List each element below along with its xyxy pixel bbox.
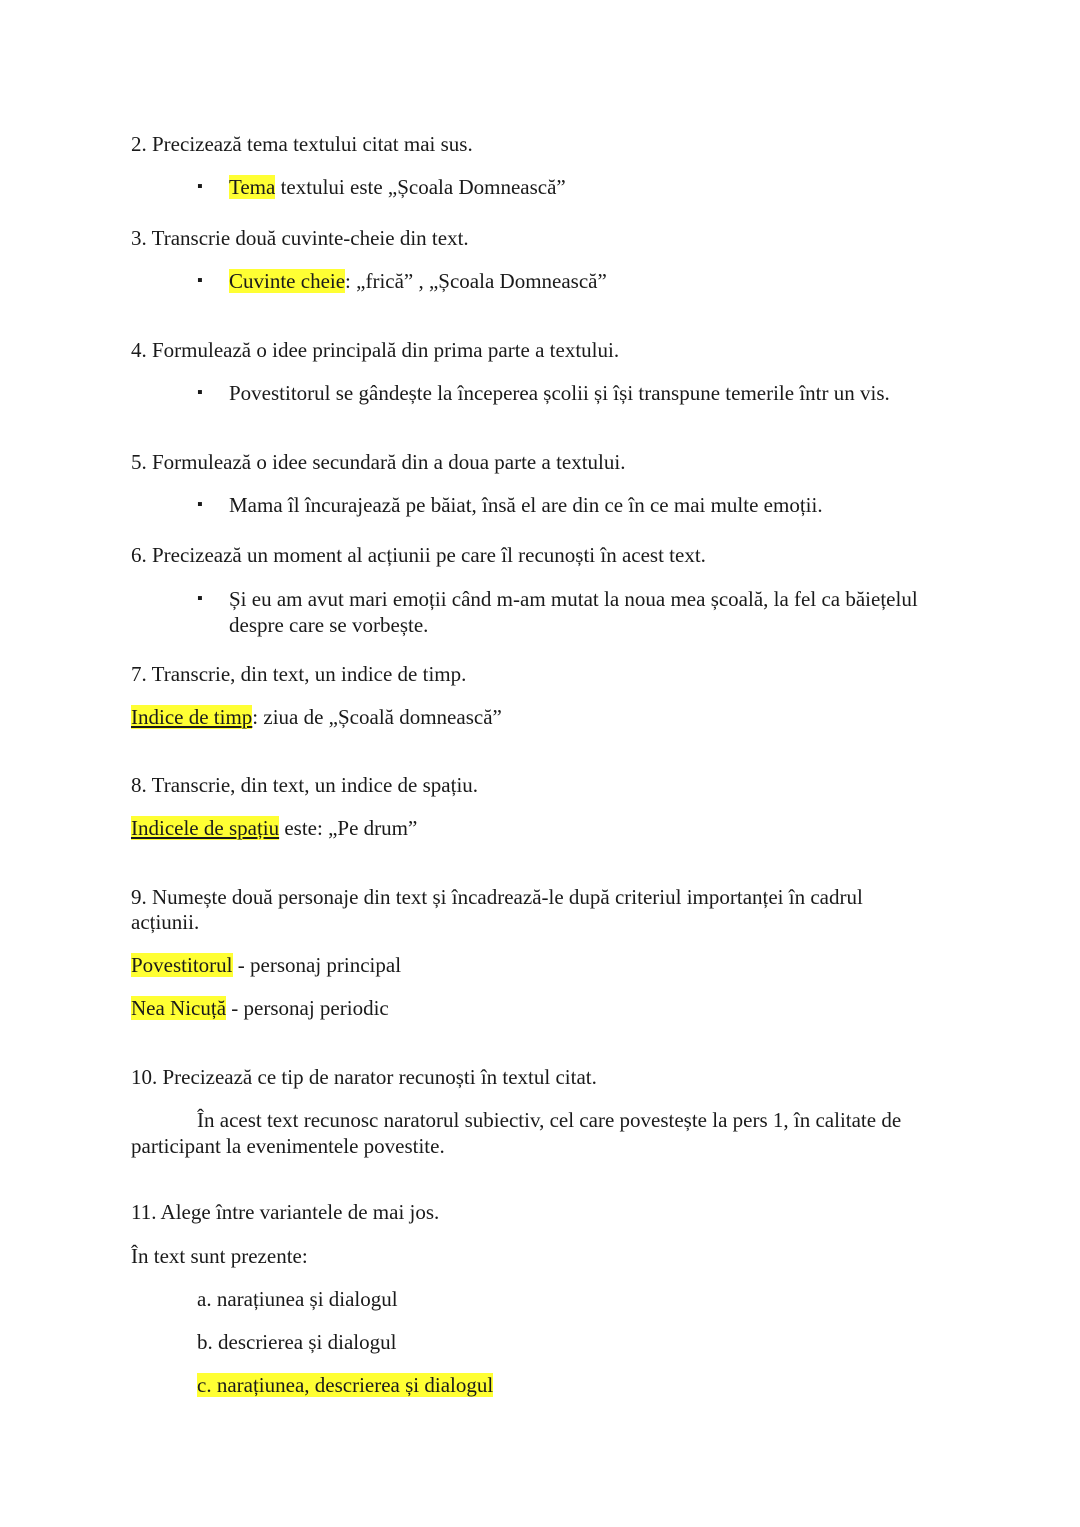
answer-7-rest: : ziua de „Școală domnească” — [252, 705, 502, 729]
answer-8-highlight: Indicele de spațiu — [131, 816, 280, 840]
character-2-role: - personaj periodic — [226, 996, 389, 1020]
option-a: a. narațiunea și dialogul — [197, 1287, 398, 1311]
bullet-icon: ▪ — [197, 384, 203, 401]
character-2-highlight: Nea Nicuță — [131, 996, 227, 1020]
answer-2 — [229, 174, 566, 200]
answer-3-rest: : „frică” , „Școala Domnească” — [345, 269, 607, 293]
answer-10: În acest text recunosc naratorul subiectiv, cel care povestește la pers 1, în calitate de participant la evenimentele povestite. — [131, 1108, 902, 1158]
question-8: 8. Transcrie, din text, un indice de spațiu. — [131, 773, 479, 797]
answer-9-character-2 — [131, 995, 389, 1021]
answer-3-highlight: Cuvinte cheie — [229, 269, 346, 293]
answer-2-rest: textului este „Școala Domnească” — [275, 175, 566, 199]
answer-8-rest: este: „Pe drum” — [279, 816, 418, 840]
answer-6: Și eu am avut mari emoții când m-am mutat la noua mea școală, la fel ca băiețelul despre care se vorbește. — [229, 587, 918, 637]
question-9-line-1: 9. Numește două personaje din text și încadrează-le după criteriul importanței în cadrul — [131, 885, 863, 909]
question-10: 10. Precizează ce tip de narator recunoști în textul citat. — [131, 1065, 597, 1089]
answer-4: Povestitorul se gândește la începerea școlii și își transpune temerile într un vis. — [229, 381, 890, 405]
character-1-highlight: Povestitorul — [131, 953, 233, 977]
bullet-icon: ▪ — [197, 590, 203, 607]
character-1-role: - personaj principal — [232, 953, 402, 977]
question-11: 11. Alege între variantele de mai jos. — [131, 1200, 440, 1224]
answer-3 — [229, 268, 607, 294]
bullet-icon: ▪ — [197, 496, 203, 513]
option-c-highlight: c. narațiunea, descrierea și dialogul — [197, 1373, 494, 1397]
answer-9-character-1 — [131, 952, 401, 978]
answer-2-highlight: Tema — [229, 175, 276, 199]
answer-7 — [131, 704, 502, 730]
question-5: 5. Formulează o idee secundară din a doua parte a textului. — [131, 450, 626, 474]
question-9-line-2: acțiunii. — [131, 910, 200, 934]
answer-7-highlight: Indice de timp — [131, 705, 253, 729]
option-b: b. descrierea și dialogul — [197, 1330, 397, 1354]
bullet-icon: ▪ — [197, 178, 203, 195]
question-4: 4. Formulează o idee principală din prima parte a textului. — [131, 338, 620, 362]
question-2: 2. Precizează tema textului citat mai sus. — [131, 132, 473, 156]
option-c — [197, 1372, 493, 1398]
answer-5: Mama îl încurajează pe băiat, însă el are din ce în ce mai multe emoții. — [229, 493, 823, 517]
question-3: 3. Transcrie două cuvinte-cheie din text. — [131, 226, 469, 250]
bullet-icon: ▪ — [197, 272, 203, 289]
answer-8 — [131, 815, 417, 841]
question-11-intro: În text sunt prezente: — [131, 1244, 308, 1268]
question-6: 6. Precizează un moment al acțiunii pe care îl recunoști în acest text. — [131, 543, 706, 567]
question-7: 7. Transcrie, din text, un indice de timp. — [131, 662, 467, 686]
